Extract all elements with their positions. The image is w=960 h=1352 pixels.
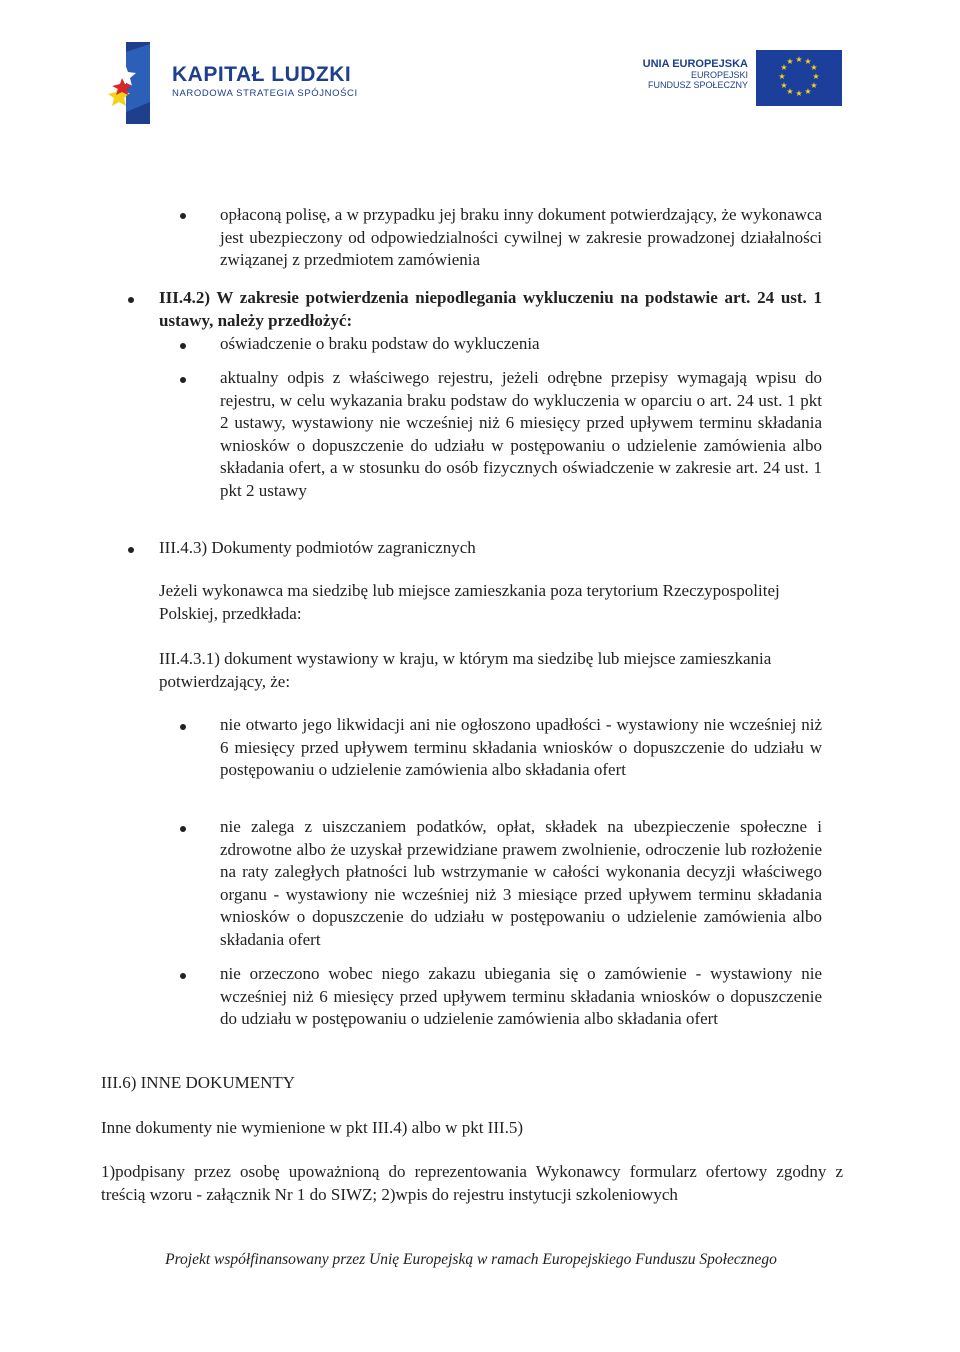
svg-text:★: ★	[812, 72, 820, 81]
svg-text:★: ★	[780, 63, 788, 72]
svg-text:★: ★	[810, 81, 818, 90]
svg-text:★: ★	[810, 63, 818, 72]
list-item-podatkow: nie zalega z uiszczaniem podatków, opłat, składek na ubezpieczenie społeczne i zdrowotne albo że uzyskał przewidziane prawem zwolnienie, odroczenie lub rozłożenie na raty zaległych płatności lub wstrzymanie w całości wykonania decyzji właściwego organu - wystawiony nie wcześniej niż 3 miesiące przed upływem terminu składania wniosków o dopuszczenie do udziału w postępowaniu o udzielenie zamówienia albo składania ofert	[220, 817, 822, 949]
section-heading-4-2: III.4.2) W zakresie potwierdzenia niepodlegania wykluczeniu na podstawie art. 24 ust. 1 ustawy, należy przedłożyć:	[159, 288, 822, 330]
kapital-ludzki-emblem-icon	[108, 42, 168, 124]
paragraph-jezeli: Jeżeli wykonawca ma siedzibę lub miejsce zamieszkania poza terytorium Rzeczypospolitej Polskiej, przedkłada:	[159, 581, 780, 623]
list-item-polisa: opłaconą polisę, a w przypadku jej braku inny dokument potwierdzający, że wykonawca jest ubezpieczony od odpowiedzialności cywilnej w zakresie prowadzonej działalności związanej z przedmiotem zamówienia	[220, 205, 822, 269]
eu-flag-icon	[756, 50, 842, 106]
svg-text:★: ★	[786, 57, 794, 66]
bullet-dot	[180, 377, 186, 383]
bullet-dot	[180, 973, 186, 979]
list-item-oswiadczenie: oświadczenie o braku podstaw do wykluczenia	[220, 334, 540, 353]
footer-text: Projekt współfinansowany przez Unię Europejską w ramach Europejskiego Funduszu Społecznego	[165, 1251, 777, 1268]
svg-text:★: ★	[804, 87, 812, 96]
paragraph-4-3-1: III.4.3.1) dokument wystawiony w kraju, w którym ma siedzibę lub miejsce zamieszkania potwierdzający, że:	[159, 649, 772, 691]
eu-fund-logo	[620, 48, 842, 108]
bullet-dot	[180, 724, 186, 730]
bullet-dot	[180, 213, 186, 219]
paragraph-podpisany: 1)podpisany przez osobę upoważnioną do reprezentowania Wykonawcy formularz ofertowy zgodny z treścią wzoru - załącznik Nr 1 do SIWZ; 2)wpis do rejestru instytucji szkoleniowych	[101, 1162, 843, 1204]
svg-text:★: ★	[786, 87, 794, 96]
kapital-ludzki-logo	[108, 42, 358, 124]
eu-line-3: FUNDUSZ SPOŁECZNY	[647, 80, 748, 91]
svg-text:★: ★	[778, 72, 786, 81]
eu-line-2: EUROPEJSKI	[690, 70, 748, 81]
svg-text:★: ★	[795, 55, 803, 64]
bullet-dot	[128, 547, 134, 553]
eu-line-1: UNIA EUROPEJSKA	[642, 58, 748, 70]
list-item-zakazu: nie orzeczono wobec niego zakazu ubiegania się o zamówienie - wystawiony nie wcześniej niż 6 miesięcy przed upływem terminu składania wniosków o dopuszczenie do udziału w postępowaniu o udzielenie zamówienia albo składania ofert	[220, 964, 822, 1028]
list-item-odpis: aktualny odpis z właściwego rejestru, jeżeli odrębne przepisy wymagają wpisu do rejestru, w celu wykazania braku podstaw do wykluczenia w oparciu o art. 24 ust. 1 pkt 2 ustawy, wystawiony nie wcześniej niż 6 miesięcy przed upływem terminu składania wniosków o dopuszczenie do udziału w postępowaniu o udzielenie zamówienia albo składania ofert, a w stosunku do osób fizycznych oświadczenie w zakresie art. 24 ust. 1 pkt 2 ustawy	[220, 368, 822, 500]
svg-text:★: ★	[804, 57, 812, 66]
svg-text:★: ★	[780, 81, 788, 90]
svg-text:★: ★	[795, 89, 803, 98]
section-heading-6: III.6) INNE DOKUMENTY	[101, 1073, 296, 1092]
logo-subtitle: NARODOWA STRATEGIA SPÓJNOŚCI	[172, 88, 358, 99]
section-heading-4-3: III.4.3) Dokumenty podmiotów zagranicznych	[159, 538, 476, 557]
logo-title: KAPITAŁ LUDZKI	[172, 63, 352, 86]
bullet-dot	[128, 297, 134, 303]
bullet-dot	[180, 826, 186, 832]
paragraph-inne: Inne dokumenty nie wymienione w pkt III.4) albo w pkt III.5)	[101, 1118, 524, 1137]
bullet-dot	[180, 343, 186, 349]
list-item-likwidacji: nie otwarto jego likwidacji ani nie ogłoszono upadłości - wystawiony nie wcześniej niż 6 miesięcy przed upływem terminu składania wniosków o dopuszczenie do udziału w postępowaniu o udzielenie zamówienia albo składania ofert	[220, 715, 822, 779]
